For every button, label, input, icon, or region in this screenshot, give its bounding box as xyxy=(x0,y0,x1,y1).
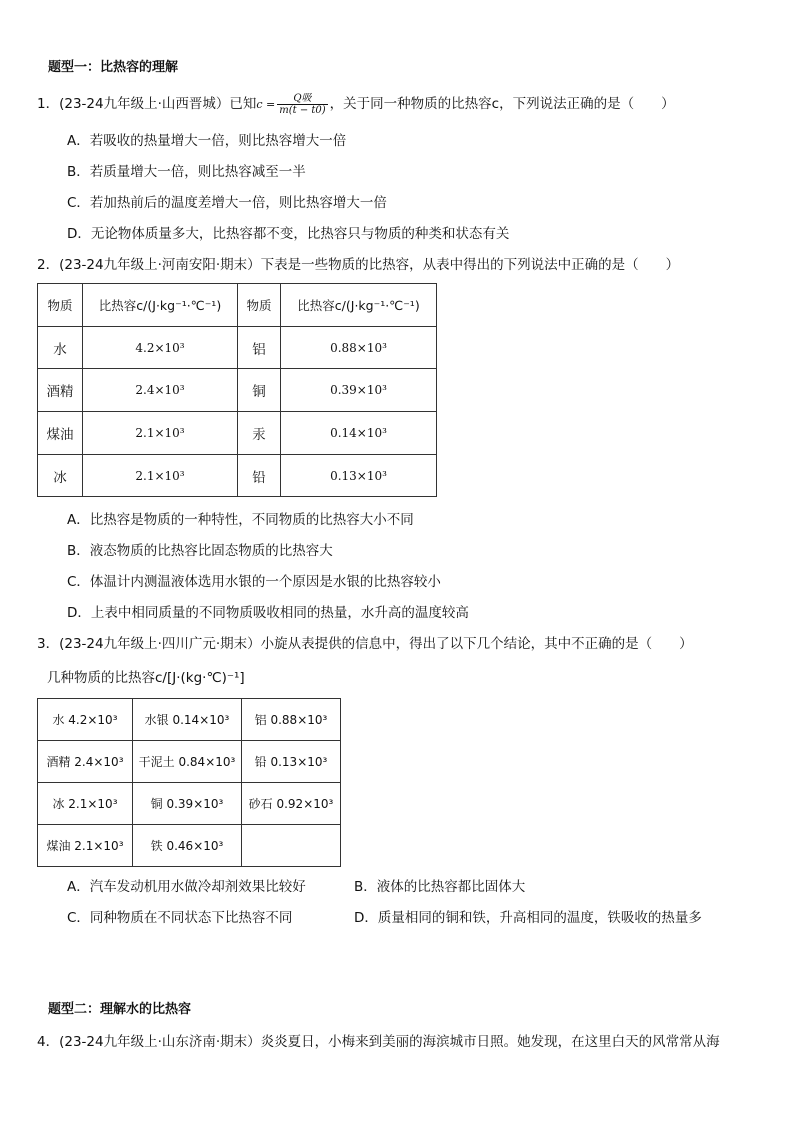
table-cell: 水银 0.14×10³ xyxy=(133,699,242,741)
table-cell: 2.4×10³ xyxy=(83,369,238,412)
question-4-stem: 4．(23-24九年级上·山东济南·期末）炎炎夏日，小梅来到美丽的海滨城市日照。她发现，在这里白天的风常常从海 xyxy=(37,1034,720,1050)
table-cell: 煤油 xyxy=(38,412,83,455)
q1-formula-lhs: c = xyxy=(256,98,276,111)
table-row xyxy=(38,327,437,369)
table-cell: 铝 xyxy=(238,327,281,369)
q2-option-a: A．比热容是物质的一种特性，不同物质的比热容大小不同 xyxy=(67,512,414,528)
table-row xyxy=(38,741,341,783)
q2-option-c: C．体温计内测温液体选用水银的一个原因是水银的比热容较小 xyxy=(67,574,441,590)
table-cell: 水 xyxy=(38,327,83,369)
table-row xyxy=(38,369,437,412)
table-header-cell: 物质 xyxy=(38,284,83,327)
table-row xyxy=(38,783,341,825)
table-cell: 铁 0.46×10³ xyxy=(133,825,242,867)
table-cell: 4.2×10³ xyxy=(83,327,238,369)
table-cell: 酒精 2.4×10³ xyxy=(38,741,133,783)
q3-option-d: D．质量相同的铜和铁，升高相同的温度，铁吸收的热量多 xyxy=(354,910,702,926)
q1-formula-fraction xyxy=(277,93,327,116)
table-cell: 铜 xyxy=(238,369,281,412)
table-cell: 2.1×10³ xyxy=(83,412,238,455)
section-title-2: 题型二：理解水的比热容 xyxy=(48,1002,192,1017)
table-cell: 水 4.2×10³ xyxy=(38,699,133,741)
table-row xyxy=(38,825,341,867)
q2-option-d: D．上表中相同质量的不同物质吸收相同的热量，水升高的温度较高 xyxy=(67,605,469,621)
table-header-row xyxy=(38,284,437,327)
table-cell: 0.88×10³ xyxy=(281,327,437,369)
q1-suffix: ，关于同一种物质的比热容c，下列说法正确的是（ ） xyxy=(329,96,675,112)
table-row xyxy=(38,455,437,497)
table-cell: 铅 0.13×10³ xyxy=(242,741,341,783)
question-2-stem: 2．(23-24九年级上·河南安阳·期末）下表是一些物质的比热容，从表中得出的下列说法中正确的是（ ） xyxy=(37,257,680,273)
q3-option-c: C．同种物质在不同状态下比热容不同 xyxy=(67,910,293,926)
q2-option-b: B．液态物质的比热容比固态物质的比热容大 xyxy=(67,543,333,559)
section-title-1: 题型一：比热容的理解 xyxy=(48,60,179,75)
table-cell: 干泥土 0.84×10³ xyxy=(133,741,242,783)
table-cell: 煤油 2.1×10³ xyxy=(38,825,133,867)
question-1-stem xyxy=(37,92,675,116)
q2-specific-heat-table xyxy=(37,283,437,497)
table-cell: 0.14×10³ xyxy=(281,412,437,455)
table-header-cell: 物质 xyxy=(238,284,281,327)
q3-option-b: B．液体的比热容都比固体大 xyxy=(354,879,526,895)
q3-specific-heat-table xyxy=(37,698,341,867)
table-cell: 酒精 xyxy=(38,369,83,412)
table-cell: 砂石 0.92×10³ xyxy=(242,783,341,825)
table-cell: 0.13×10³ xyxy=(281,455,437,497)
table-cell xyxy=(242,825,341,867)
table-cell: 铜 0.39×10³ xyxy=(133,783,242,825)
q1-option-c: C．若加热前后的温度差增大一倍，则比热容增大一倍 xyxy=(67,195,387,211)
q3-option-a: A．汽车发动机用水做冷却剂效果比较好 xyxy=(67,879,306,895)
q3-table-caption: 几种物质的比热容c/[J·(kg·℃)⁻¹] xyxy=(47,670,245,686)
question-3-stem: 3．(23-24九年级上·四川广元·期末）小旋从表提供的信息中，得出了以下几个结论，其中不正确的是（ ） xyxy=(37,636,693,652)
q1-formula-numerator: Q吸 xyxy=(277,93,327,105)
table-row xyxy=(38,699,341,741)
table-cell: 冰 xyxy=(38,455,83,497)
q1-formula-denominator: m(t − t0) xyxy=(279,104,326,116)
table-header-cell: 比热容c/(J·kg⁻¹·℃⁻¹) xyxy=(83,284,238,327)
table-cell: 2.1×10³ xyxy=(83,455,238,497)
table-header-cell: 比热容c/(J·kg⁻¹·℃⁻¹) xyxy=(281,284,437,327)
table-cell: 汞 xyxy=(238,412,281,455)
table-cell: 铅 xyxy=(238,455,281,497)
q1-option-b: B．若质量增大一倍，则比热容减至一半 xyxy=(67,164,306,180)
q1-prefix: 1．(23-24九年级上·山西晋城）已知 xyxy=(37,96,257,112)
table-cell: 0.39×10³ xyxy=(281,369,437,412)
q1-option-a: A．若吸收的热量增大一倍，则比热容增大一倍 xyxy=(67,133,347,149)
table-row xyxy=(38,412,437,455)
q1-option-d: D．无论物体质量多大，比热容都不变，比热容只与物质的种类和状态有关 xyxy=(67,226,510,242)
table-cell: 铝 0.88×10³ xyxy=(242,699,341,741)
table-cell: 冰 2.1×10³ xyxy=(38,783,133,825)
